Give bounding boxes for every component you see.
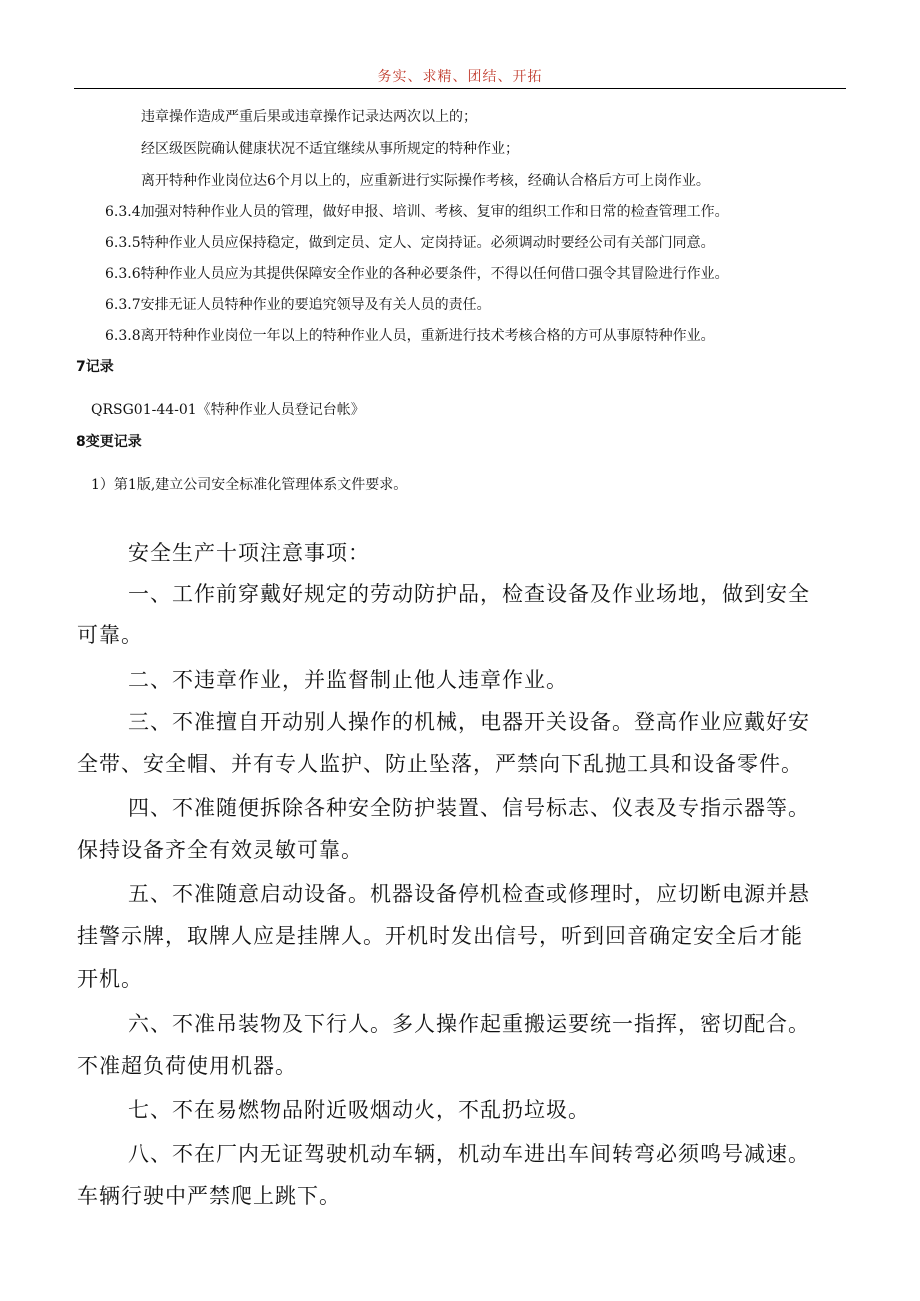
- record-form-code: QRSG01-44-01《特种作业人员登记台帐》: [91, 402, 365, 418]
- notice-line: 八、不在厂内无证驾驶机动车辆，机动车进出车间转弯必须鸣号减速。: [128, 1142, 810, 1166]
- clause-6-3-8: 6.3.8离开特种作业岗位一年以上的特种作业人员，重新进行技术考核合格的方可从事原特种作业。: [105, 328, 715, 344]
- clause-6-3-5: 6.3.5特种作业人员应保持稳定，做到定员、定人、定岗持证。必须调动时要经公司有关部门同意。: [105, 235, 715, 251]
- list-item: 违章操作造成严重后果或违章操作记录达两次以上的；: [141, 109, 477, 125]
- notice-line: 可靠。: [77, 623, 143, 647]
- notice-line: 三、不准擅自开动别人操作的机械，电器开关设备。登高作业应戴好安: [128, 710, 810, 734]
- notice-line: 全带、安全帽、并有专人监护、防止坠落，严禁向下乱抛工具和设备零件。: [77, 752, 803, 776]
- list-item: 经区级医院确认健康状况不适宜继续从事所规定的特种作业；: [141, 141, 519, 157]
- clause-6-3-4: 6.3.4加强对特种作业人员的管理，做好申报、培训、考核、复审的组织工作和日常的检查管理工作。: [105, 204, 729, 220]
- change-record-item: 1）第1版,建立公司安全标准化管理体系文件要求。: [91, 477, 408, 493]
- section-7-title: 7记录: [76, 359, 114, 375]
- list-item: 离开特种作业岗位达6个月以上的，应重新进行实际操作考核，经确认合格后方可上岗作业。: [141, 173, 710, 189]
- clause-6-3-7: 6.3.7安排无证人员特种作业的要追究领导及有关人员的责任。: [105, 297, 491, 313]
- notice-line: 七、不在易燃物品附近吸烟动火，不乱扔垃圾。: [128, 1098, 590, 1122]
- notice-line: 开机。: [77, 967, 143, 991]
- notice-line: 一、工作前穿戴好规定的劳动防护品，检查设备及作业场地，做到安全: [128, 582, 810, 606]
- notice-line: 保持设备齐全有效灵敏可靠。: [77, 838, 363, 862]
- clause-6-3-6: 6.3.6特种作业人员应为其提供保障安全作业的各种必要条件，不得以任何借口强令其冒险进行作业。: [105, 266, 729, 282]
- notice-line: 车辆行驶中严禁爬上跳下。: [77, 1184, 341, 1208]
- notice-line: 挂警示牌，取牌人应是挂牌人。开机时发出信号，听到回音确定安全后才能: [77, 924, 803, 948]
- notice-line: 六、不准吊装物及下行人。多人操作起重搬运要统一指挥，密切配合。: [128, 1012, 810, 1036]
- notice-line: 不准超负荷使用机器。: [77, 1054, 297, 1078]
- section-8-title: 8变更记录: [76, 434, 142, 450]
- notice-line: 二、不违章作业，并监督制止他人违章作业。: [128, 668, 568, 692]
- notice-line: 五、不准随意启动设备。机器设备停机检查或修理时，应切断电源并悬: [128, 882, 810, 906]
- motto-text: 务实、求精、团结、开拓: [377, 69, 543, 85]
- notice-line: 四、不准随便拆除各种安全防护装置、信号标志、仪表及专指示器等。: [128, 796, 810, 820]
- header-motto: [74, 66, 846, 89]
- notice-title: 安全生产十项注意事项：: [128, 541, 370, 565]
